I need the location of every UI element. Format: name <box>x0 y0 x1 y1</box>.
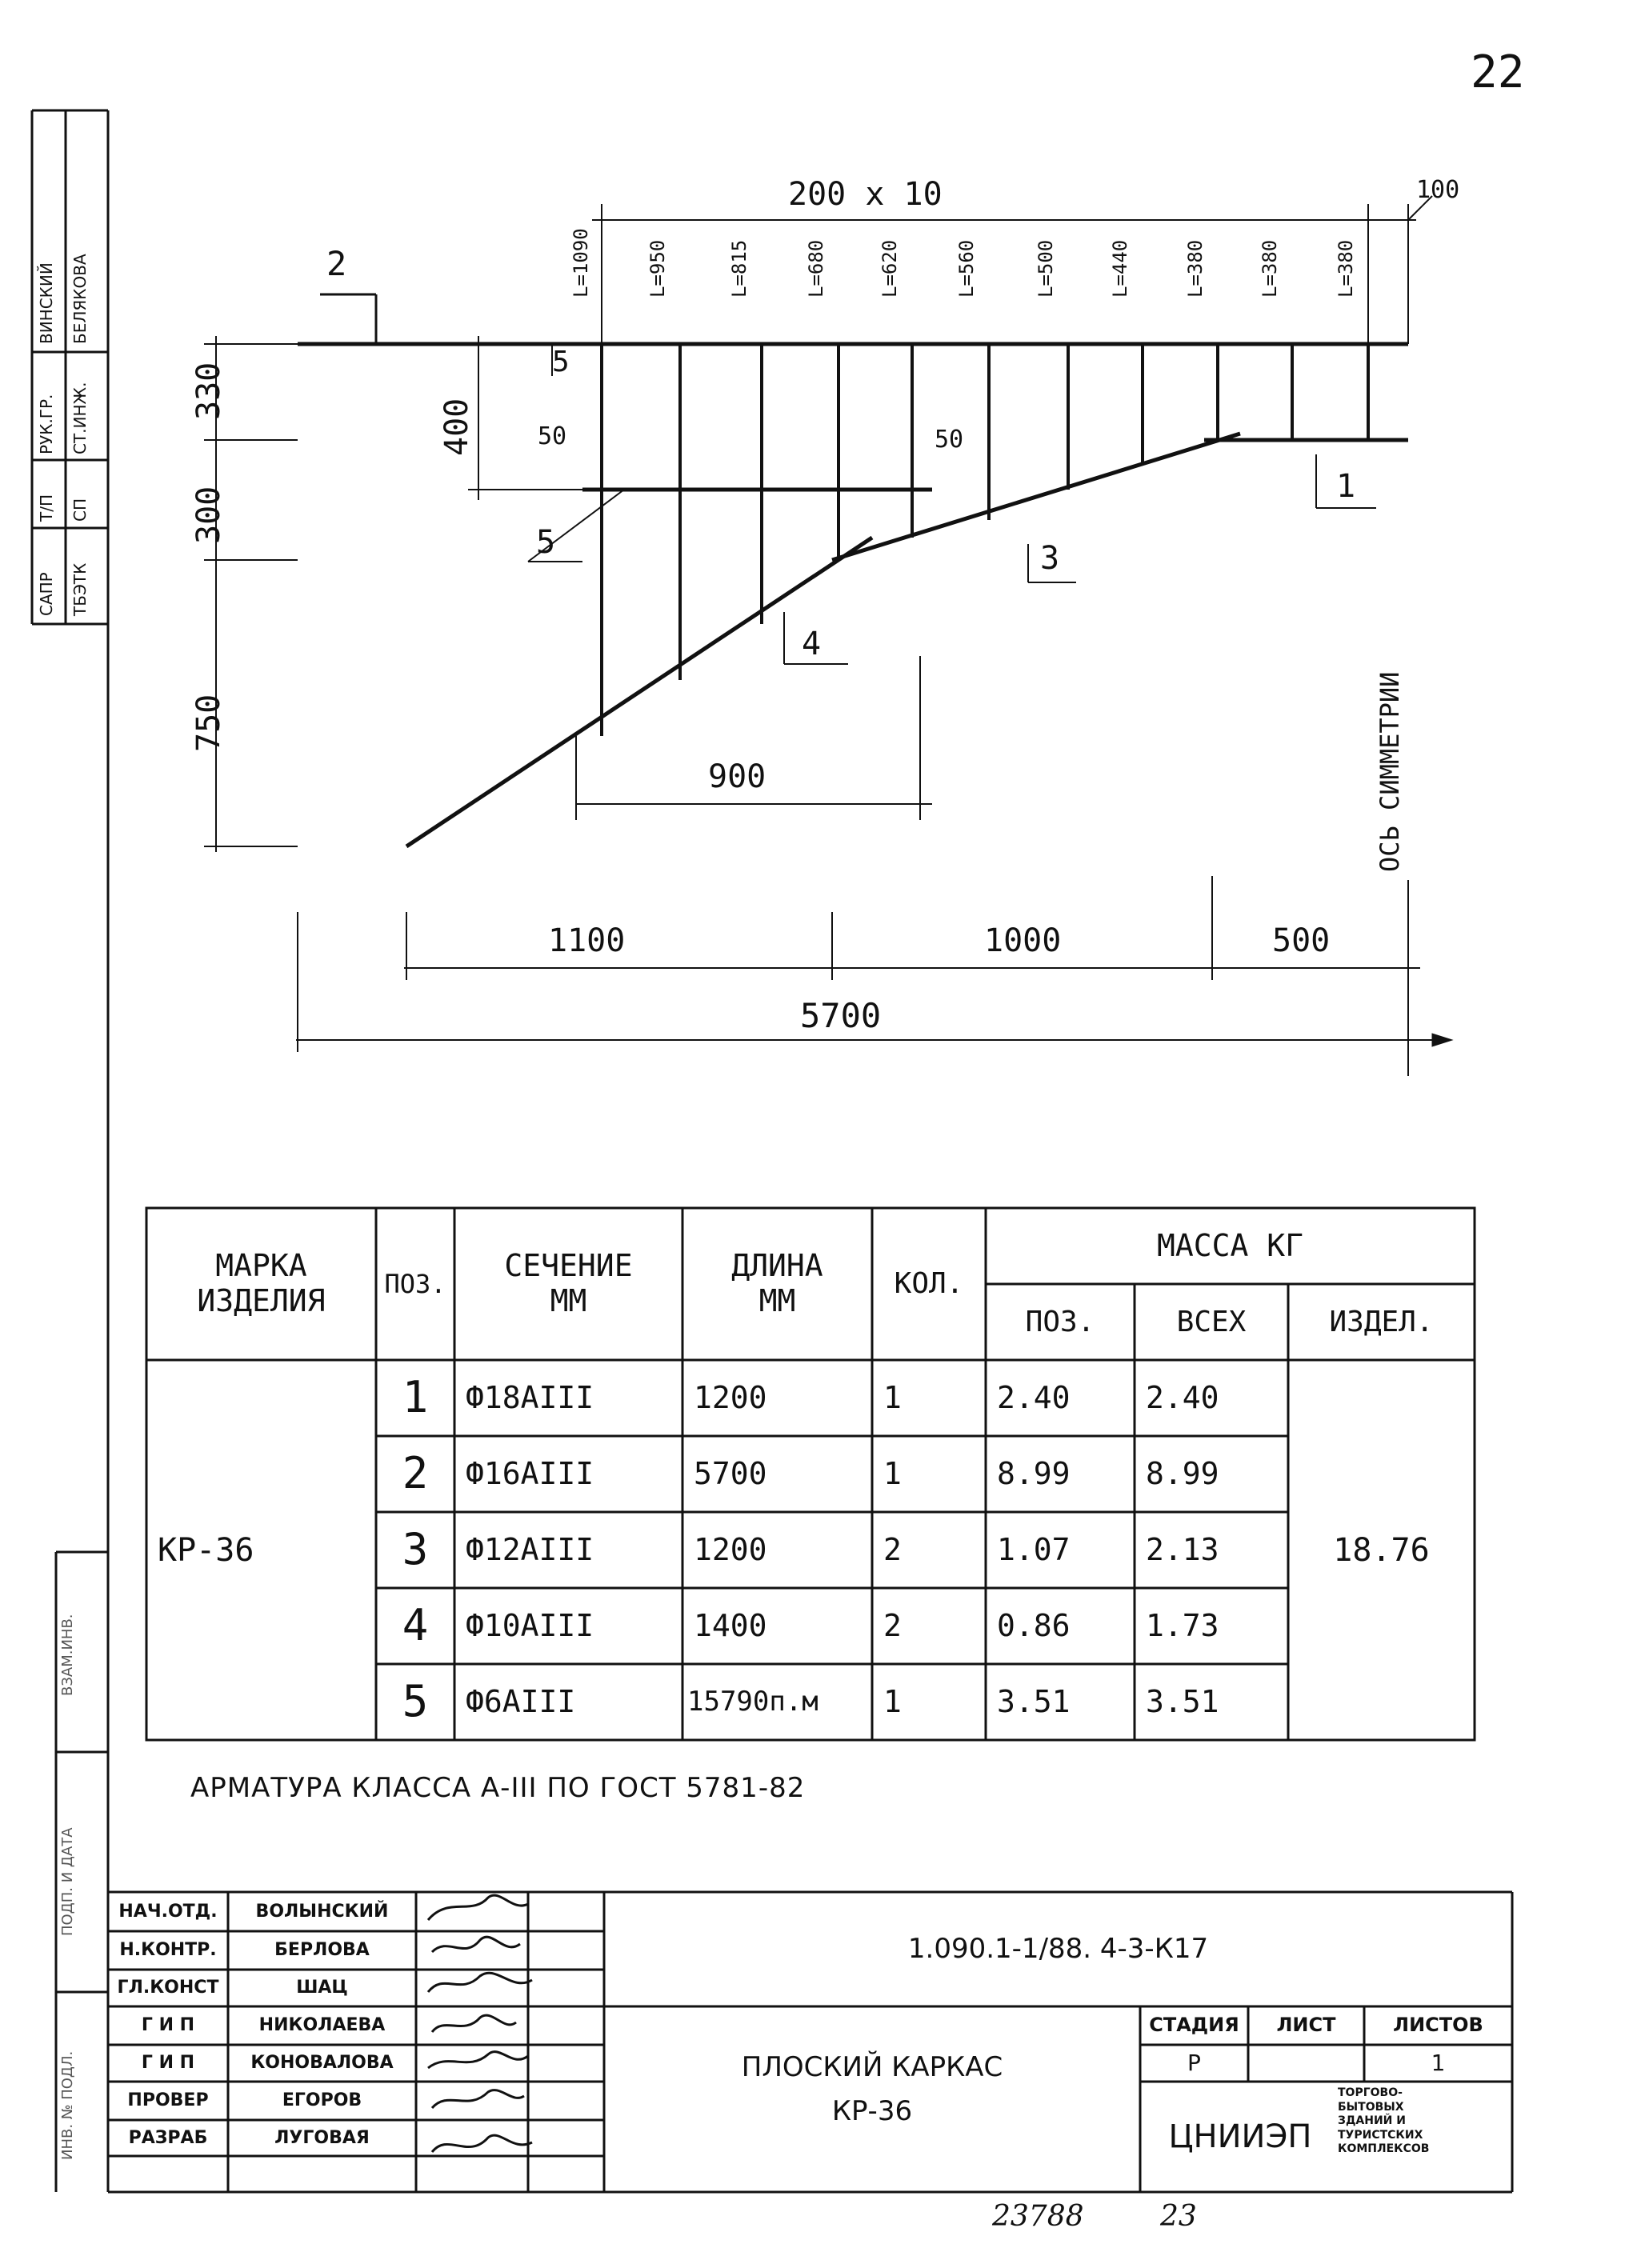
length-label-2: L=950 <box>646 239 669 298</box>
header-mass-item: ИЗДЕЛ. <box>1329 1305 1434 1338</box>
position-3-label: 3 <box>1040 540 1060 577</box>
stamp-cell-3: РУК.ГР. <box>37 394 56 454</box>
stamp-cell-7: САПР <box>37 572 56 616</box>
name-1: ВОЛЫНСКИЙ <box>255 1901 389 1922</box>
length-label-3: L=815 <box>728 239 750 298</box>
organization-subtitle: ТОРГОВО- БЫТОВЫХ ЗДАНИЙ И ТУРИСТСКИХ КОМПЛЕКСОВ <box>1338 2086 1430 2155</box>
stamp-lower-1: ВЗАМ.ИНВ. <box>59 1614 76 1696</box>
length-label-7: L=500 <box>1035 239 1057 298</box>
table-row-4-qty: 2 <box>883 1607 902 1643</box>
sheet-label: ЛИСТ <box>1276 2014 1336 2037</box>
table-row-1-section: Ф18АIII <box>466 1379 594 1415</box>
drawing-title-line-1: ПЛОСКИЙ КАРКАС <box>741 2051 1003 2084</box>
table-row-3-mass-all: 2.13 <box>1146 1531 1219 1567</box>
header-pos: ПОЗ. <box>384 1268 446 1299</box>
dimension-50-right: 50 <box>935 426 964 454</box>
length-label-6: L=560 <box>955 239 978 298</box>
length-label-9: L=380 <box>1184 239 1207 298</box>
table-row-4-pos: 4 <box>402 1600 429 1651</box>
length-label-10: L=380 <box>1259 239 1281 298</box>
stamp-cell-5: Т/П <box>37 494 56 522</box>
stage-value: Р <box>1187 2049 1201 2076</box>
role-4: Г И П <box>141 2015 195 2036</box>
table-row-5-section: Ф6АIII <box>466 1683 576 1719</box>
name-6: ЕГОРОВ <box>282 2090 362 2111</box>
role-6: ПРОВЕР <box>127 2090 209 2111</box>
position-5-leader-label: 5 <box>536 524 556 561</box>
stage-label: СТАДИЯ <box>1149 2014 1239 2037</box>
stamp-cell-1: ВИНСКИЙ <box>37 262 56 344</box>
reinforcement-note: АРМАТУРА КЛАССА А-III ПО ГОСТ 5781-82 <box>190 1772 806 1804</box>
sheets-label: ЛИСТОВ <box>1393 2014 1483 2037</box>
table-row-4-section: Ф10АIII <box>466 1607 594 1643</box>
header-qty: КОЛ. <box>894 1267 964 1301</box>
page-number: 22 <box>1471 46 1525 98</box>
table-row-3-section: Ф12АIII <box>466 1531 594 1567</box>
name-3: ШАЦ <box>296 1978 348 1998</box>
dimension-1100: 1100 <box>548 922 626 959</box>
table-row-2-mass-pos: 8.99 <box>997 1455 1071 1491</box>
header-mass: МАССА КГ <box>1156 1227 1304 1263</box>
table-row-4-mass-pos: 0.86 <box>997 1607 1071 1643</box>
table-row-4-mass-all: 1.73 <box>1146 1607 1219 1643</box>
symmetry-axis-label: ОСЬ СИММЕТРИИ <box>1375 671 1405 872</box>
position-2-label: 2 <box>326 244 347 283</box>
name-2: БЕРЛОВА <box>274 1940 370 1961</box>
name-4: НИКОЛАЕВА <box>258 2015 386 2036</box>
dimension-330: 330 <box>190 362 227 420</box>
inventory-number: 23788 <box>992 2200 1084 2233</box>
dimension-400: 400 <box>438 398 475 456</box>
stamp-lower-3: ИНВ. № ПОДЛ. <box>59 2050 76 2160</box>
table-row-1-qty: 1 <box>883 1379 902 1415</box>
role-7: РАЗРАБ <box>128 2127 208 2148</box>
table-row-5-length: 15790п.м <box>687 1685 818 1718</box>
length-label-5: L=620 <box>879 239 901 298</box>
table-row-1-mass-all: 2.40 <box>1146 1379 1219 1415</box>
stamp-cell-2: БЕЛЯКОВА <box>70 254 90 344</box>
length-label-11: L=380 <box>1335 239 1357 298</box>
sheet-value <box>1248 2045 1364 2082</box>
header-length: ДЛИНА ММ <box>731 1248 823 1318</box>
right-dimension: 100 <box>1416 176 1460 204</box>
table-row-5-mass-all: 3.51 <box>1146 1683 1219 1719</box>
length-label-1: L=1090 <box>570 228 592 298</box>
header-mass-pos: ПОЗ. <box>1025 1305 1095 1338</box>
header-section: СЕЧЕНИЕ ММ <box>504 1248 633 1318</box>
stamp-cell-6: СП <box>70 498 90 522</box>
organization-name: ЦНИИЭП <box>1168 2118 1312 2155</box>
table-row-3-length: 1200 <box>694 1531 767 1567</box>
dimension-300: 300 <box>190 486 227 544</box>
table-row-2-mass-all: 8.99 <box>1146 1455 1219 1491</box>
header-mass-all: ВСЕХ <box>1176 1305 1247 1338</box>
table-row-3-pos: 3 <box>402 1524 429 1575</box>
dimension-500: 500 <box>1272 922 1331 959</box>
table-row-1-length: 1200 <box>694 1379 767 1415</box>
role-1: НАЧ.ОТД. <box>118 1901 218 1922</box>
table-row-2-section: Ф16АIII <box>466 1455 594 1491</box>
product-total-mass: 18.76 <box>1333 1531 1430 1569</box>
role-2: Н.КОНТР. <box>119 1940 217 1961</box>
dimension-1000: 1000 <box>984 922 1062 959</box>
table-row-2-length: 5700 <box>694 1455 767 1491</box>
role-5: Г И П <box>141 2053 195 2074</box>
dimension-900: 900 <box>708 758 766 795</box>
name-5: КОНОВАЛОВА <box>250 2053 394 2074</box>
table-row-1-mass-pos: 2.40 <box>997 1379 1071 1415</box>
position-4-label: 4 <box>802 626 822 662</box>
document-code: 1.090.1-1/88. 4-3-К17 <box>907 1932 1209 1965</box>
table-row-3-mass-pos: 1.07 <box>997 1531 1071 1567</box>
stamp-cell-4: СТ.ИНЖ. <box>70 382 90 454</box>
header-mark: МАРКА ИЗДЕЛИЯ <box>197 1248 326 1318</box>
footer-number: 23 <box>1160 2200 1197 2233</box>
table-row-3-qty: 2 <box>883 1531 902 1567</box>
product-mark: КР-36 <box>158 1531 254 1569</box>
dimension-5700: 5700 <box>800 996 882 1035</box>
table-row-5-pos: 5 <box>402 1676 429 1727</box>
stamp-lower-2: ПОДП. И ДАТА <box>59 1827 76 1936</box>
stamp-cell-8: ТБЭТК <box>70 562 90 616</box>
table-row-2-pos: 2 <box>402 1448 429 1499</box>
position-5-top-label: 5 <box>552 346 570 378</box>
table-row-2-qty: 1 <box>883 1455 902 1491</box>
position-1-label: 1 <box>1336 468 1356 505</box>
table-row-4-length: 1400 <box>694 1607 767 1643</box>
top-dimension: 200 x 10 <box>788 176 943 213</box>
name-7: ЛУГОВАЯ <box>274 2127 370 2148</box>
dimension-50-left: 50 <box>538 422 567 450</box>
table-row-5-mass-pos: 3.51 <box>997 1683 1071 1719</box>
dimension-750: 750 <box>190 694 227 752</box>
role-3: ГЛ.КОНСТ <box>117 1978 219 1998</box>
sheets-value: 1 <box>1431 2049 1446 2076</box>
table-row-5-qty: 1 <box>883 1683 902 1719</box>
length-label-4: L=680 <box>805 239 827 298</box>
drawing-title-line-2: КР-36 <box>831 2095 913 2128</box>
length-label-8: L=440 <box>1109 239 1131 298</box>
table-row-1-pos: 1 <box>402 1372 429 1423</box>
